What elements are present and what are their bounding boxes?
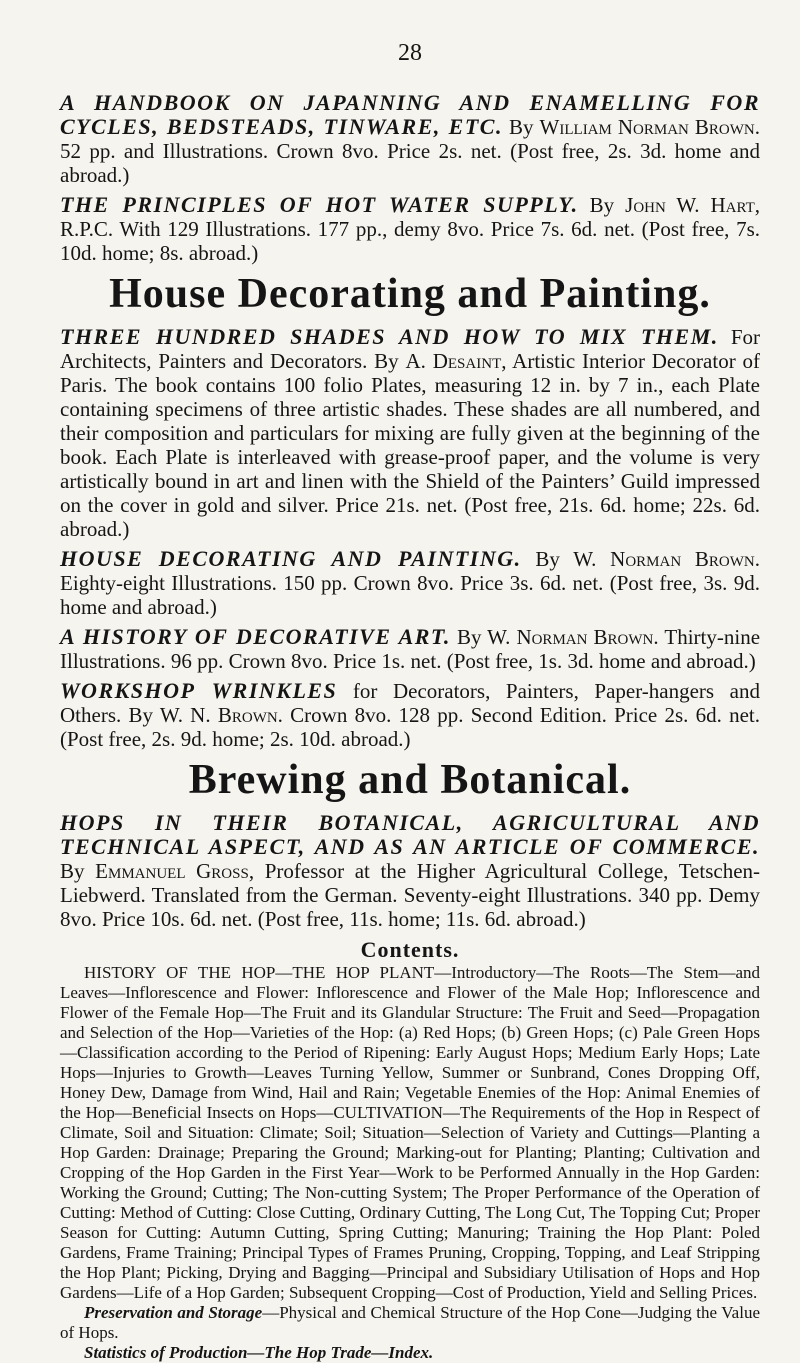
catalogue-entry-workshop-wrinkles	[60, 679, 760, 751]
contents-body	[60, 963, 760, 1343]
entry-author: Norman Brown.	[516, 625, 659, 649]
catalogue-entry-house-decorating	[60, 547, 760, 619]
catalogue-entry-hot-water	[60, 193, 760, 265]
entry-title: A HISTORY OF DECORATIVE ART.	[60, 624, 451, 649]
entry-details: Thirty-nine Illustrations. 96 pp. Crown 8vo. Price 1s. net. (Post free, 1s. 3d. home and abroad.)	[60, 625, 761, 673]
entry-author: Emmanuel Gross,	[95, 859, 255, 883]
entry-author-prefix: By	[589, 193, 615, 217]
entry-details: Eighty-eight Illustrations. 150 pp. Crown 8vo. Price 3s. 6d. net. (Post free, 3s. 9d. home and abroad.)	[60, 571, 760, 619]
entry-details: Professor at the Higher Agricultural College, Tetschen-Liebwerd. Translated from the German. Seventy-eight Illustrations. 340 pp. Demy 8vo. Price 10s. 6d. net. (Post free, 11s. home; 11s. 6d. abroad.)	[60, 859, 761, 931]
section-heading-brewing: Brewing and Botanical.	[188, 757, 632, 803]
contents-bold-phrase: Preservation and Storage	[84, 1303, 263, 1322]
entry-details: With 129 Illustrations. 177 pp., demy 8vo. Price 7s. 6d. net. (Post free, 7s. 10d. home; 8s. abroad.)	[60, 217, 760, 265]
entry-details: Artistic Interior Decorator of Paris. The book contains 100 folio Plates, measuring 12 in. by 7 in., each Plate containing specimens of three artistic shades. These shades are all numbered, and their composition and particulars for mixing are fully given at the beginning of the book. Each Plate is interleaved with grease-proof paper, and the volume is very artistically bound in art and linen with the Shield of the Painters’ Guild impressed on the cover in gold and silver. Price 21s. net. (Post free, 21s. 6d. home; 22s. 6d. abroad.)	[60, 349, 761, 541]
entry-title: WORKSHOP WRINKLES	[60, 678, 338, 703]
entry-details: Crown 8vo. 128 pp. Second Edition. Price 2s. 6d. net. (Post free, 2s. 9d. home; 2s. 10d. abroad.)	[60, 703, 761, 751]
entry-details-before-author: For Architects, Painters and Decorators. By	[60, 325, 760, 373]
entry-title: HOPS IN THEIR BOTANICAL, AGRICULTURAL AND TECHNICAL ASPECT, AND AS AN ARTICLE OF COMMERCE.	[60, 810, 760, 859]
catalogue-entry-history-decorative-art	[60, 625, 760, 673]
page-number: 28	[398, 40, 422, 66]
entry-author-prefix: By W.	[456, 625, 511, 649]
contents-paragraph-preservation	[60, 1303, 760, 1343]
entry-title: HOUSE DECORATING AND PAINTING.	[60, 546, 522, 571]
entry-author-prefix: By	[60, 859, 85, 883]
entry-author: William Norman Brown.	[539, 115, 760, 139]
entry-author-prefix: By W.	[535, 547, 597, 571]
entry-author-prefix: By	[509, 115, 534, 139]
entry-title: A HANDBOOK ON JAPANNING AND ENAMELLING FOR CYCLES, BEDSTEADS, TINWARE, ETC.	[60, 90, 760, 139]
entry-title: THE PRINCIPLES OF HOT WATER SUPPLY.	[60, 192, 579, 217]
entry-author: A. Desaint,	[405, 349, 507, 373]
contents-text: —Physical and Chemical Structure of the Hop Cone—Judging the Value of Hops.	[60, 1303, 761, 1342]
catalogue-entry-japanning	[60, 91, 760, 187]
entry-details: 52 pp. and Illustrations. Crown 8vo. Price 2s. net. (Post free, 2s. 3d. home and abroad.)	[60, 139, 760, 187]
entry-author: John W. Hart, R.P.C.	[60, 193, 761, 241]
contents-paragraph: HISTORY OF THE HOP—THE HOP PLANT—Introductory—The Roots—The Stem—and Leaves—Inflorescence and Flower: Inflorescence and Flower of the Male Hop; Inflorescence and Flower of the Female Hop—The Fruit and its Glandular Structure: The Fruit and Seed—Propagation and Selection of the Hop—Varieties of the Hop: (a) Red Hops; (b) Green Hops; (c) Pale Green Hops—Classification according to the Period of Ripening: Early August Hops; Medium Early Hops; Late Hops—Injuries to Growth—Leaves Turning Yellow, Summer or Sunbrand, Cones Dropping Off, Honey Dew, Damage from Wind, Hail and Rain; Vegetable Enemies of the Hop: Animal Enemies of the Hop—Beneficial Insects on Hops—CULTIVATION—The Requirements of the Hop in Respect of Climate, Soil and Situation: Climate; Soil; Situation—Selection of Variety and Cuttings—Planting a Hop Garden: Drainage; Preparing the Ground; Marking-out for Planting; Planting; Cultivation and Cropping of the Hop Garden in the First Year—Work to be Performed Annually in the Hop Garden: Working the Ground; Cutting; The Non-cutting System; The Proper Performance of the Operation of Cutting: Method of Cutting: Close Cutting, Ordinary Cutting, The Long Cut, The Topping Cut; Proper Season for Cutting: Autumn Cutting, Spring Cutting; Manuring; Training the Hop Plant: Poled Gardens, Frame Training; Principal Types of Frames Pruning, Cropping, Topping, and Leaf Stripping the Hop Plant; Picking, Drying and Bagging—Principal and Subsidiary Utilisation of Hops and Hop Gardens—Life of a Hop Garden; Subsequent Cropping—Cost of Production, Yield and Selling Prices.	[60, 963, 760, 1302]
section-heading-house-decorating: House Decorating and Painting.	[109, 271, 711, 317]
entry-title: THREE HUNDRED SHADES AND HOW TO MIX THEM.	[60, 324, 719, 349]
catalogue-entry-hops	[60, 811, 760, 931]
contents-statistics-line: Statistics of Production—The Hop Trade—Index.	[84, 1343, 434, 1362]
entry-author: Brown.	[217, 703, 283, 727]
catalogue-entry-three-hundred-shades	[60, 325, 760, 541]
contents-heading: Contents.	[360, 937, 460, 962]
entry-details-before-author: for Decorators, Painters, Paper-hangers and Others. By W. N.	[60, 679, 761, 727]
entry-author: Norman Brown.	[610, 547, 761, 571]
